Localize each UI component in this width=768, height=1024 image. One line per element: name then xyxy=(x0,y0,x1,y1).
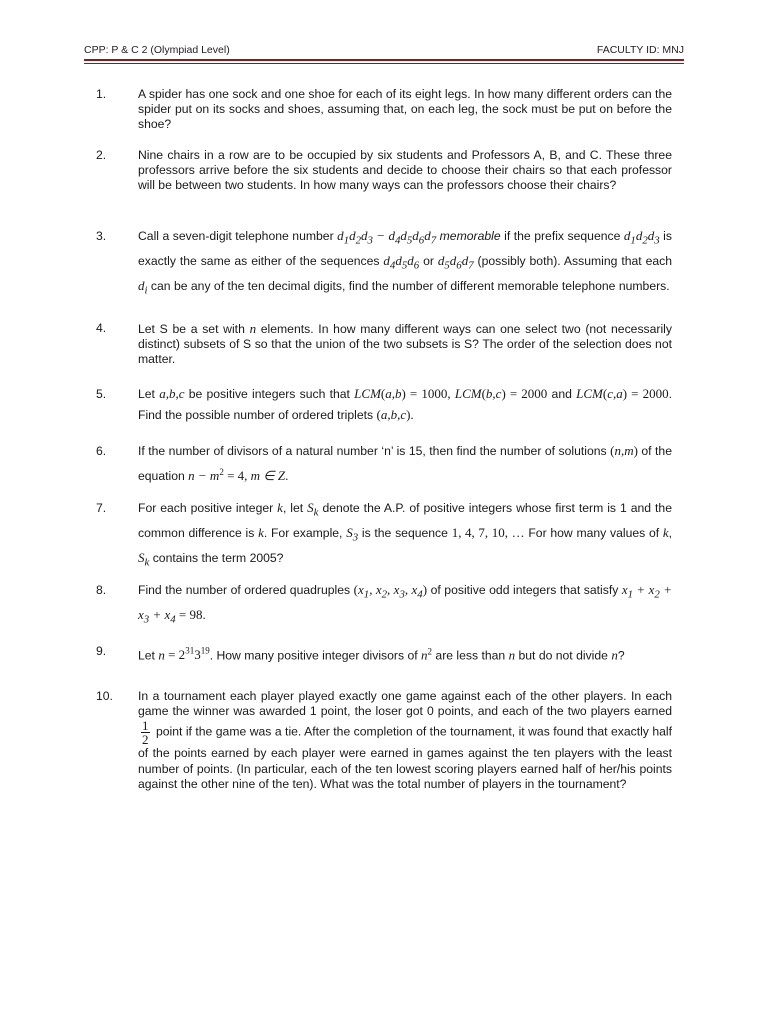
question-text: Call a seven-digit telephone number $d_1d_2d_3 - d_4d_5d_6d_7$ memorable if the prefix sequence $d_1d_2d_3$ is exactly the same as either of the sequences $d_4d_5d_6$ or $d_5d_6d_7$ (possibly both). Assuming that each $d_i$ can be any of the ten decimal digits, find the number of different memorable telephone numbers. xyxy=(138,228,673,297)
question-text: Let a,b,c be positive integers such that LCM(a,b) = 1000, LCM(b,c) = 2000 and LCM(c,a) = 2000. Find the possible number of ordered triplets (a,b,c). xyxy=(138,386,672,422)
question-number: 5. xyxy=(96,387,107,401)
question-text: In a tournament each player played exactly one game against each of the other players. In each game the winner was awarded 1 point, the loser got 0 points, and each of the two players earned $\frac{1}{2}$ point if the game was a tie. After the completion of the tournament, it was found that exactly half of the points earned by each player were earned in games against the ten players with the least number of points. (In particular, each of the ten lowest scoring players earned half of her/his points against the other nine of the ten). What was the total number of players in the tournament? xyxy=(138,689,672,791)
header-rule-thin xyxy=(84,63,684,64)
question-number: 1. xyxy=(96,87,107,101)
header-rule-thick xyxy=(84,59,684,61)
question-text: A spider has one sock and one shoe for each of its eight legs. In how many different orders can the spider put on its socks and shoes, assuming that, on each leg, the sock must be put on before the shoe? xyxy=(138,87,672,132)
question-number: 10. xyxy=(96,689,113,703)
question-text: If the number of divisors of a natural number ‘n’ is 15, then find the number of solutions (n,m) of the equation $n - m^2 = 4$, m ∈ Z. xyxy=(138,443,672,483)
question-text: Let S be a set with n elements. In how many different ways can one select two (not necessarily distinct) subsets of S so that the union of the two subsets is S? The order of the selection does not matter. xyxy=(138,321,672,367)
question-text: Find the number of ordered quadruples ($x_1$, $x_2$, $x_3$, $x_4$) of positive odd integers that satisfy $x_1 + x_2 + x_3 + x_4 = 98$. xyxy=(138,582,672,626)
question-text: Let $n = 2^{31}3^{19}$. How many positive integer divisors of $n^2$ are less than n but do not divide n? xyxy=(138,646,625,663)
question-number: 9. xyxy=(96,644,107,658)
question-number: 2. xyxy=(96,148,107,162)
question-number: 3. xyxy=(96,229,107,243)
question-text: For each positive integer k, let $S_k$ denote the A.P. of positive integers whose first term is 1 and the common difference is k. For example, $S_3$ is the sequence 1, 4, 7, 10, … For how many values of k, $S_k$ contains the term 2005? xyxy=(138,500,673,569)
question-number: 8. xyxy=(96,583,107,597)
page-header xyxy=(84,44,684,60)
fraction-one-half: $\frac{1}{2}$ xyxy=(142,718,149,748)
header-course: CPP: P & C 2 (Olympiad Level) xyxy=(84,44,230,56)
header-faculty-id: FACULTY ID: MNJ xyxy=(596,44,684,56)
question-text: Nine chairs in a row are to be occupied by six students and Professors A, B, and C. These three professors arrive before the six students and decide to choose their chairs so that each professor will be between two students. In how many ways can the professors choose their chairs? xyxy=(138,148,672,193)
question-number: 6. xyxy=(96,444,107,458)
question-number: 4. xyxy=(96,321,107,335)
question-number: 7. xyxy=(96,501,107,515)
